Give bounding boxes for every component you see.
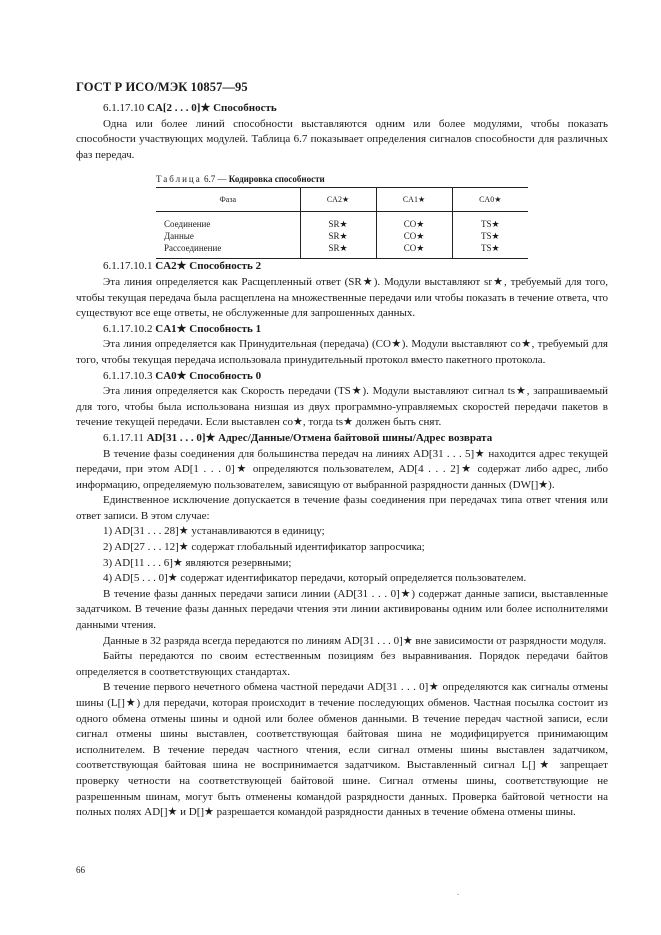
table-cell: TS★ bbox=[452, 212, 528, 231]
section-title: CA0★ Способность 0 bbox=[155, 369, 262, 382]
paragraph: Одна или более линий способности выставляются одним или более модулями, чтобы показать способности участвующих модулей. Таблица 6.7 показывает определения сигналов способности для различных фаз передач. bbox=[76, 117, 608, 161]
section-heading-6-1-17-10-1 bbox=[76, 259, 608, 275]
column-header: Фаза bbox=[156, 188, 300, 212]
section-title: CA[2 . . . 0]★ Способность bbox=[147, 102, 277, 114]
table-row bbox=[156, 212, 528, 231]
paragraph: В течение первого нечетного обмена частной передачи AD[31 . . . 0]★ определяются как сигналы отмены шины (L[]★) для передачи, которая происходит в течение последующих обменов. Частная посылка состоит из одного обмена отмены шины и одной или более обменов данными. В течение передач частной записи, если сигнал отмены шины выставлен, соответствующая байтовая шина не модифицируется принимающим исполнителем. В течение передач частного чтения, если сигнал отмены шины выставлен задатчиком, соответствующая байтовая шина не воспринимается задатчиком. Выставленный сигнал L[]★ запрещает проверку четности на соответствующей байтовой шине. Сигнал отмены шины, соответствующие не разрешенным шинам, могут быть отменены командой разрядности данных. Проверка байтовой четности на полных полях AD[]★ и D[]★ разрешается командой разрядности данных в течение обмена отмены шины. bbox=[76, 681, 608, 819]
table-cell: CO★ bbox=[376, 242, 452, 259]
table-caption bbox=[156, 173, 608, 185]
section-number: 6.1.17.10 bbox=[103, 102, 145, 114]
caption-number: 6.7 — bbox=[204, 174, 227, 185]
table-cell: Данные bbox=[164, 231, 194, 242]
section-number: 6.1.17.10.2 bbox=[103, 322, 153, 335]
table-row bbox=[156, 230, 528, 242]
table-cell: SR★ bbox=[300, 230, 376, 242]
section-title: AD[31 . . . 0]★ Адрес/Данные/Отмена байтовой шины/Адрес возврата bbox=[146, 431, 493, 444]
paragraph: В течение фазы соединения для большинства передач на линиях AD[31 . . . 5]★ находится адрес текущей передачи, при этом AD[1 . . . 0]★ определяются пользователем, AD[4 . . . 2]★ содержат либо адрес, либо информацию, определяемую пользователем, зависящую от выбранной разрядности данных (DW[]★). bbox=[76, 447, 608, 491]
section-heading-6-1-17-10 bbox=[76, 101, 608, 117]
list-item: 3) AD[11 . . . 6]★ являются резервными; bbox=[103, 556, 292, 569]
section-title: CA2★ Способность 2 bbox=[155, 260, 262, 273]
column-header: CA1★ bbox=[376, 188, 452, 212]
page-mark: . bbox=[457, 888, 459, 897]
paragraph: Эта линия определяется как Принудительная (передача) (CO★). Модули выставляют co★, требуемый для того, чтобы текущая передача использовала принудительный протокол вместо пакетного протокола. bbox=[76, 338, 608, 366]
caption-prefix: Таблица bbox=[156, 174, 202, 185]
document-header: ГОСТ Р ИСО/МЭК 10857—95 bbox=[76, 80, 248, 94]
table-cell: CO★ bbox=[376, 212, 452, 231]
table-cell: SR★ bbox=[300, 242, 376, 259]
section-heading-6-1-17-10-3 bbox=[76, 369, 608, 385]
column-header: CA0★ bbox=[452, 188, 528, 212]
table-cell: CO★ bbox=[376, 230, 452, 242]
section-title: CA1★ Способность 1 bbox=[155, 322, 262, 335]
paragraph: Эта линия определяется как Расщепленный ответ (SR★). Модули выставляют sr★, требуемый для того, чтобы текущая передача была расщеплена на множественные передачи или чтобы показать в течение ответа, что существуют все еще ответы, не обслуженные для запрошенных данных. bbox=[76, 275, 608, 320]
caption-title: Кодировка способности bbox=[228, 174, 325, 185]
table-cell: Рассоединение bbox=[156, 242, 300, 259]
column-header: CA2★ bbox=[300, 188, 376, 212]
list-item: 1) AD[31 . . . 28]★ устанавливаются в единицу; bbox=[103, 525, 325, 538]
table-row bbox=[156, 242, 528, 259]
paragraph: Единственное исключение допускается в течение фазы соединения при передачах типа ответ чтения или ответ записи. В этом случае: bbox=[76, 494, 608, 522]
paragraph: В течение фазы данных передачи записи линии (AD[31 . . . 0]★) содержат данные записи, выставленные задатчиком. В течение фазы данных передачи чтения эти линии активированы одним или более исполнителями данными чтения. bbox=[76, 587, 608, 632]
table-cell: TS★ bbox=[452, 230, 528, 242]
paragraph: Данные в 32 разряда всегда передаются по линиям AD[31 . . . 0]★ вне зависимости от разрядности модуля. bbox=[103, 634, 607, 647]
section-heading-6-1-17-10-2 bbox=[76, 322, 608, 338]
capability-table bbox=[156, 187, 528, 259]
section-number: 6.1.17.11 bbox=[103, 431, 144, 444]
table-cell: SR★ bbox=[300, 212, 376, 231]
list-item: 4) AD[5 . . . 0]★ содержат идентификатор передачи, который определяется пользователем. bbox=[103, 572, 527, 585]
table-cell: TS★ bbox=[452, 242, 528, 259]
page-number: 66 bbox=[76, 865, 85, 875]
paragraph: Эта линия определяется как Скорость передачи (TS★). Модули выставляют сигнал ts★, запрашиваемый для того, чтобы была использована низшая из двух программно-управляемых скоростей передачи пакетов в течение текущей передачи. Если выставлен co★, тогда ts★ должен быть снят. bbox=[76, 385, 608, 429]
document-body bbox=[76, 101, 608, 821]
table-header-row bbox=[156, 188, 528, 212]
table-cell: Соединение bbox=[164, 219, 211, 230]
section-number: 6.1.17.10.3 bbox=[103, 369, 153, 382]
section-heading-6-1-17-11 bbox=[76, 431, 608, 447]
section-number: 6.1.17.10.1 bbox=[103, 260, 153, 273]
paragraph: Байты передаются по своим естественным позициям без выравнивания. Порядок передачи байтов определяется в соответствующих стандартах. bbox=[76, 650, 608, 678]
list-item: 2) AD[27 . . . 12]★ содержат глобальный идентификатор запросчика; bbox=[103, 541, 425, 554]
